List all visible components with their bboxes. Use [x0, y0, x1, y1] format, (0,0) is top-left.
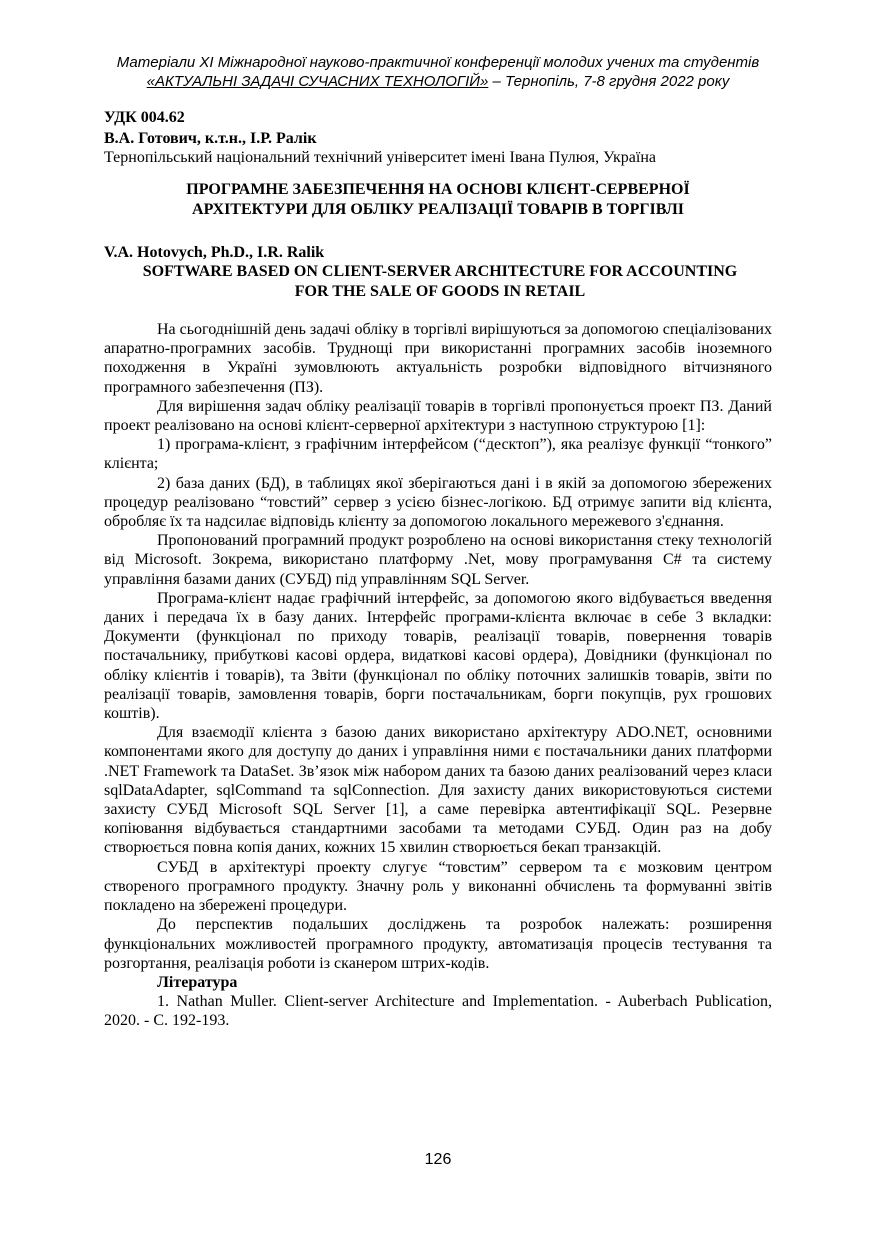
conference-name: «АКТУАЛЬНІ ЗАДАЧІ СУЧАСНИХ ТЕХНОЛОГІЙ» — [146, 73, 489, 90]
reference-item: 1. Nathan Muller. Client-server Architecture and Implementation. - Auberbach Publication, 2020. - С. 192-193. — [104, 993, 772, 1030]
title-ua-line-2: АРХІТЕКТУРИ ДЛЯ ОБЛІКУ РЕАЛІЗАЦІЇ ТОВАРІВ В ТОРГІВЛІ — [192, 201, 684, 218]
paper-title-ukrainian — [104, 180, 772, 220]
paper-title-english — [104, 262, 776, 302]
conference-line: Матеріали XI Міжнародної науково-практичної конференції молодих учених та студентів — [116, 54, 760, 71]
title-en-line-1: SOFTWARE BASED ON CLIENT-SERVER ARCHITECTURE FOR ACCOUNTING — [142, 263, 738, 280]
conference-title-line — [100, 72, 776, 91]
body-paragraph: Пропонований програмний продукт розроблено на основі використання стеку технологій від Microsoft. Зокрема, використано платформу .Net, мову програмування C# та систему управління базами даних (СУБД) під управлінням SQL Server. — [104, 532, 772, 588]
references-heading: Література — [157, 973, 238, 991]
running-header — [100, 53, 776, 91]
page-number: 126 — [424, 1151, 452, 1168]
body-paragraph: Програма-клієнт надає графічний інтерфейс, за допомогою якого відбувається введення даних і передача їх в базу даних. Інтерфейс програми-клієнта включає в себе 3 вкладки: Документи (функціонал по приходу товарів, реалізації товарів, повернення товарів постачальнику, прибуткові касові ордера, видаткові касові ордера), Довідники (функціонал по обліку клієнтів і товарів), та Звіти (функціонал по обліку поточних залишків товарів, звіти по реалізації товарів, замовлення товарів, борги постачальникам, борги покупців, рух грошових коштів). — [104, 589, 772, 723]
body-paragraph: Для взаємодії клієнта з базою даних використано архітектуру ADO.NET, основними компонентами якого для доступу до даних і управління ними є постачальники даних платформи .NET Framework та DataSet. Зв’язок між набором даних та базою даних реалізований через класи sqlDataAdapter, sqlCommand та sqlConnection. Для захисту даних використовуються системи захисту СУБД Microsoft SQL Server [1], а саме перевірка автентифікації SQL. Резервне копіювання відбувається стандартними засобами та методами СУБД. Один раз на добу створюється повна копія даних, кожних 15 хвилин створюється бекап транзакцій. — [104, 724, 772, 857]
title-ua-line-1: ПРОГРАМНЕ ЗАБЕЗПЕЧЕННЯ НА ОСНОВІ КЛІЄНТ-СЕРВЕРНОЇ — [186, 181, 690, 198]
authors-english: V.A. Hotovych, Ph.D., I.R. Ralik — [104, 244, 325, 261]
udc-code: УДК 004.62 — [104, 109, 185, 126]
paper-body — [104, 320, 772, 1031]
body-paragraph: Для вирішення задач обліку реалізації товарів в торгівлі пропонується проект ПЗ. Даний проект реалізовано на основі клієнт-серверної архітектури з наступною структурою [1]: — [104, 397, 772, 435]
affiliation: Тернопільський національний технічний університет імені Івана Пулюя, Україна — [104, 149, 656, 166]
list-item: 2) база даних (БД), в таблицях якої зберігаються дані і в якій за допомогою збережених процедур реалізовано “товстий” сервер з усією бізнес-логікою. БД отримує запити від клієнта, обробляє їх та надсилає відповідь клієнту за допомогою локального мережевого з'єднання. — [104, 474, 772, 531]
authors-ukrainian: В.А. Готович, к.т.н., І.Р. Ралік — [104, 130, 317, 147]
body-paragraph: До перспектив подальших досліджень та розробок належать: розширення функціональних можливостей програмного продукту, автоматизація процесів тестування та розгортання, реалізація роботи із сканером штрих-кодів. — [104, 916, 772, 972]
body-paragraph: На сьогоднішній день задачі обліку в торгівлі вирішуються за допомогою спеціалізованих апаратно-програмних засобів. Труднощі при використанні програмних засобів іноземного походження в Україні зумовлюють актуальність розробки відповідного вітчизняного програмного забезпечення (ПЗ). — [104, 321, 772, 396]
list-item: 1) програма-клієнт, з графічним інтерфейсом (“десктоп”), яка реалізує функції “тонкого” клієнта; — [104, 436, 772, 473]
conference-place-date: – Тернопіль, 7-8 грудня 2022 року — [488, 73, 730, 90]
title-en-line-2: FOR THE SALE OF GOODS IN RETAIL — [294, 283, 586, 300]
body-paragraph: СУБД в архітектурі проекту слугує “товстим” сервером та є мозковим центром створеного програмного продукту. Значну роль у виконанні обчислень та формуванні звітів покладено на збережені процедури. — [104, 858, 772, 915]
